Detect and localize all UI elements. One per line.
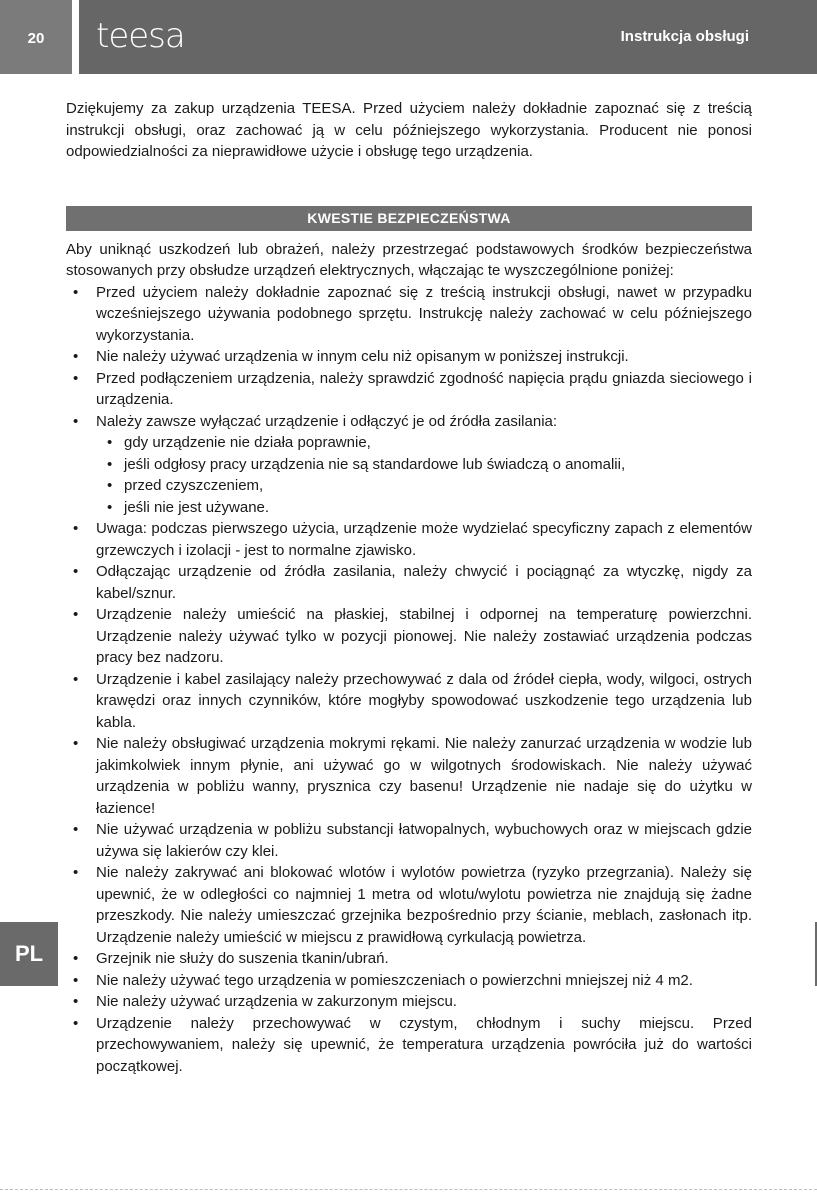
list-item: • Urządzenie należy umieścić na płaskiej, stabilnej i odpornej na temperaturę powierzchni. Urządzenie należy używać tylko w pozycji pionowej. Nie należy zostawiać urządzenia podczas pracy bez nadzoru. <box>66 604 752 669</box>
sub-list-item: • jeśli nie jest używane. <box>96 497 752 519</box>
safety-list <box>66 282 752 1078</box>
list-item: • Nie należy używać tego urządzenia w pomieszczeniach o powierzchni mniejszej niż 4 m2. <box>66 970 752 992</box>
sub-list-item: • przed czyszczeniem, <box>96 475 752 497</box>
header-bar <box>79 0 817 74</box>
language-tab: PL <box>0 922 58 986</box>
sub-list <box>96 432 752 518</box>
bottom-divider <box>0 1189 817 1190</box>
list-item: • Nie należy używać urządzenia w zakurzonym miejscu. <box>66 991 752 1013</box>
list-item: • Nie należy zakrywać ani blokować wlotów i wylotów powietrza (ryzyko przegrzania). Należy się upewnić, że w odległości co najmniej 1 metra od wlotu/wylotu powietrza nie znajdują się żadne przeszkody. Nie należy umieszczać grzejnika bezpośrednio przy ścianie, meblach, zasłonach itp. Urządzenie należy umieścić w miejscu z prawidłową cyrkulacją powietrza. <box>66 862 752 948</box>
page-number: 20 <box>0 0 72 74</box>
list-item-text: Należy zawsze wyłączać urządzenie i odłączyć je od źródła zasilania: <box>96 412 558 430</box>
list-item: • Urządzenie i kabel zasilający należy przechowywać z dala od źródeł ciepła, wody, wilgoci, ostrych krawędzi oraz innych czynników, które mogłyby spowodować uszkodzenie tego urządzenia lub kabla. <box>66 669 752 734</box>
list-item <box>66 411 752 519</box>
sub-list-item: • gdy urządzenie nie działa poprawnie, <box>96 432 752 454</box>
list-item: • Uwaga: podczas pierwszego użycia, urządzenie może wydzielać specyficzny zapach z elementów grzewczych i izolacji - jest to normalne zjawisko. <box>66 518 752 561</box>
list-item: • Nie używać urządzenia w pobliżu substancji łatwopalnych, wybuchowych oraz w miejscach gdzie używa się lakierów czy klei. <box>66 819 752 862</box>
list-item: • Urządzenie należy przechowywać w czystym, chłodnym i suchy miejscu. Przed przechowywaniem, należy się upewnić, że temperatura urządzenia powróciła już do wartości początkowej. <box>66 1013 752 1078</box>
list-item: • Nie należy używać urządzenia w innym celu niż opisanym w poniższej instrukcji. <box>66 346 752 368</box>
list-item: • Nie należy obsługiwać urządzenia mokrymi rękami. Nie należy zanurzać urządzenia w wodzie lub jakimkolwiek innym płynie, ani używać go w wilgotnych środowiskach. Nie należy używać urządzenia w pobliżu wanny, prysznica czy basenu! Urządzenie nie nadaje się do użytku w łazience! <box>66 733 752 819</box>
intro-paragraph: Dziękujemy za zakup urządzenia TEESA. Przed użyciem należy dokładnie zapoznać się z treścią instrukcji obsługi, oraz zachować ją w celu późniejszego wykorzystania. Producent nie ponosi odpowiedzialności za nieprawidłowe użycie i obsługę tego urządzenia. <box>66 100 752 160</box>
page-content <box>66 98 752 1077</box>
section-lead: Aby uniknąć uszkodzeń lub obrażeń, należy przestrzegać podstawowych środków bezpieczeństwa stosowanych przy obsłudze urządzeń elektrycznych, włączając te wyszczególnione poniżej: <box>66 240 752 279</box>
list-item: • Przed podłączeniem urządzenia, należy sprawdzić zgodność napięcia prądu gniazda sieciowego i urządzenia. <box>66 368 752 411</box>
sub-list-item: • jeśli odgłosy pracy urządzenia nie są standardowe lub świadczą o anomalii, <box>96 454 752 476</box>
section-heading: KWESTIE BEZPIECZEŃSTWA <box>66 206 752 231</box>
list-item: • Przed użyciem należy dokładnie zapoznać się z treścią instrukcji obsługi, nawet w przypadku wcześniejszego używania podobnego sprzętu. Instrukcję należy zachować w celu późniejszego wykorzystania. <box>66 282 752 347</box>
document-title: Instrukcja obsługi <box>620 28 749 45</box>
list-item: • Odłączając urządzenie od źródła zasilania, należy chwycić i pociągnąć za wtyczkę, nigdy za kabel/sznur. <box>66 561 752 604</box>
brand-logo: teesa <box>96 16 185 56</box>
list-item: • Grzejnik nie służy do suszenia tkanin/ubrań. <box>66 948 752 970</box>
